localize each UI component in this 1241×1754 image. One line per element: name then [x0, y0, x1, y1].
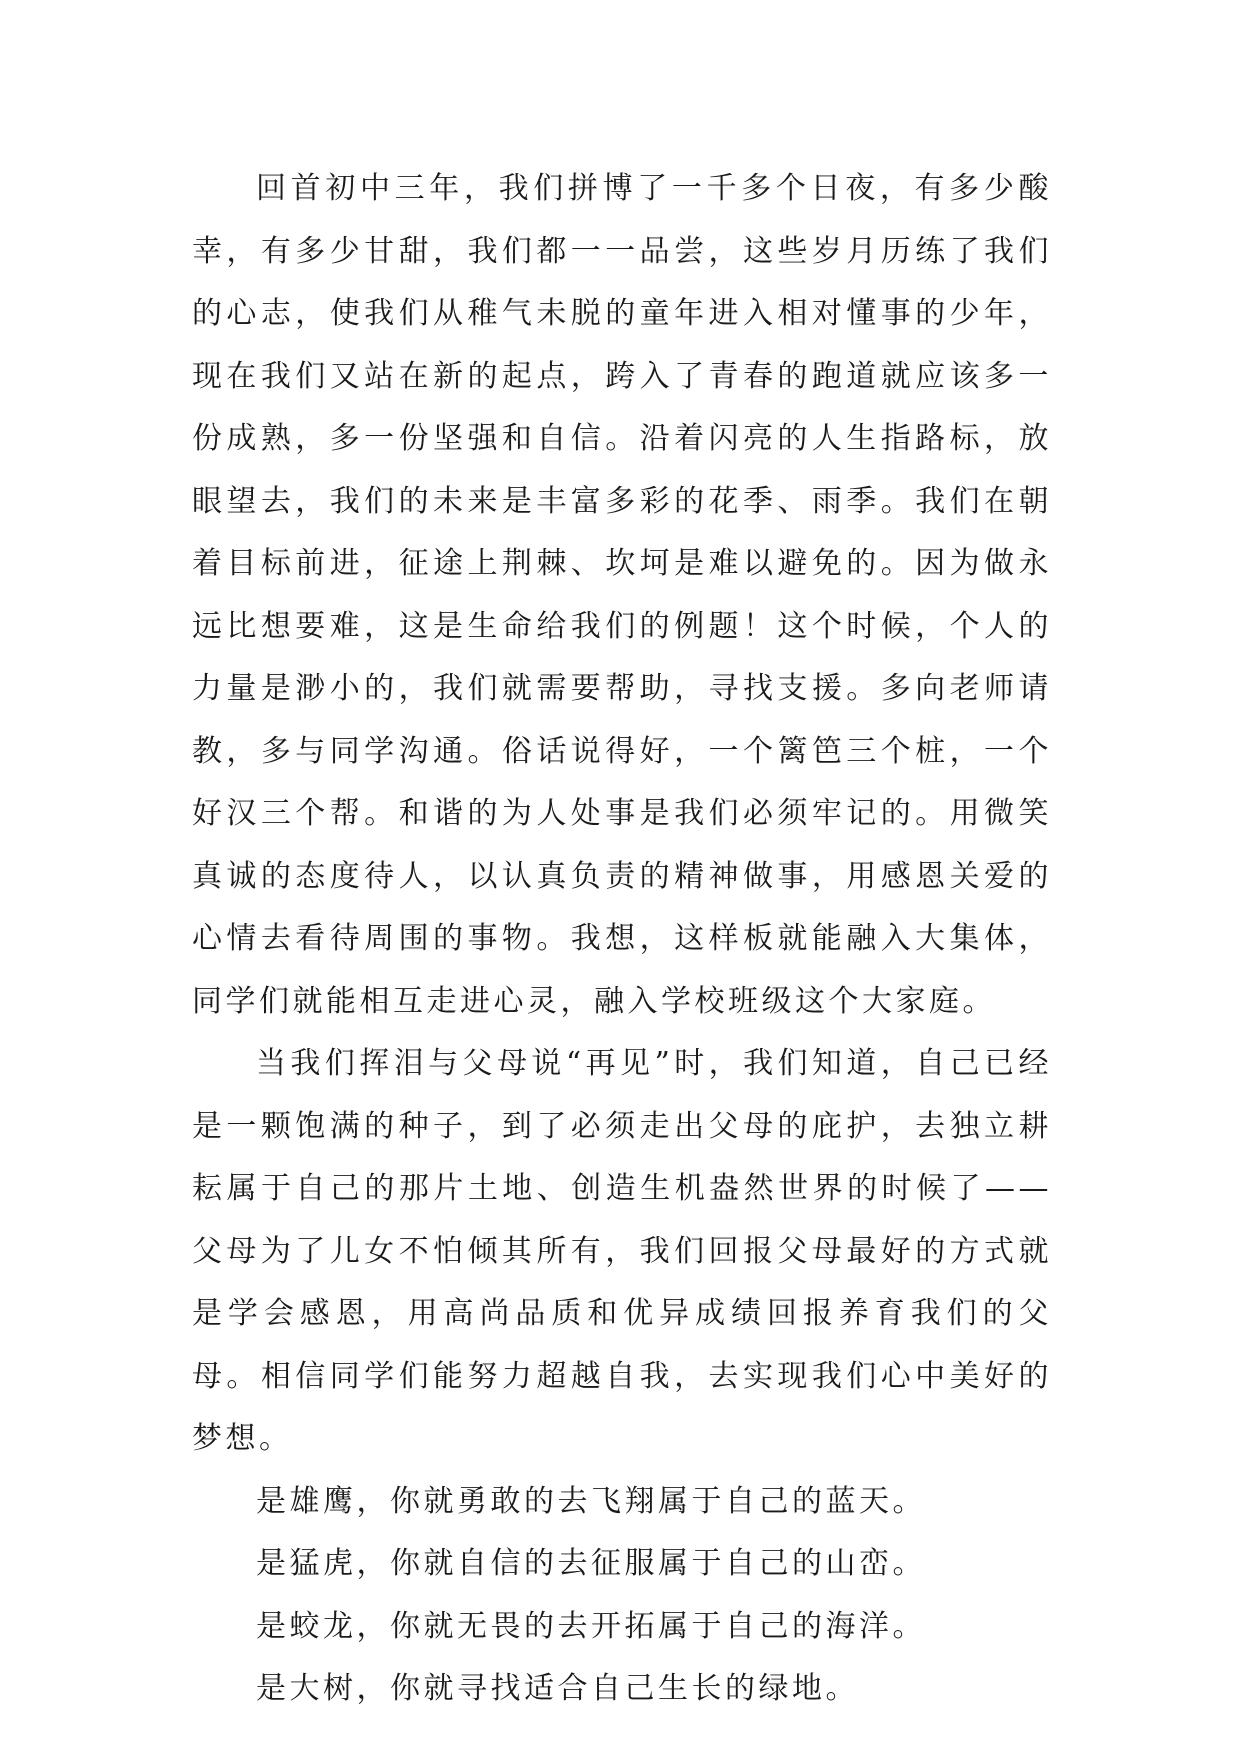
paragraph-1: 回首初中三年，我们拼博了一千多个日夜，有多少酸幸，有多少甘甜，我们都一一品尝，这些岁月历练了我们的心志，使我们从稚气未脱的童年进入相对懂事的少年，现在我们又站在新的起点，跨入了青春的跑道就应该多一份成熟，多一份坚强和自信。沿着闪亮的人生指路标，放眼望去，我们的未来是丰富多彩的花季、雨季。我们在朝着目标前进，征途上荆棘、坎坷是难以避免的。因为做永远比想要难，这是生命给我们的例题！这个时候，个人的力量是渺小的，我们就需要帮助，寻找支援。多向老师请教，多与同学沟通。俗话说得好，一个篱笆三个桩，一个好汉三个帮。和谐的为人处事是我们必须牢记的。用微笑真诚的态度待人，以认真负责的精神做事，用感恩关爱的心情去看待周围的事物。我想，这样板就能融入大集体，同学们就能相互走进心灵，融入学校班级这个大家庭。 — [192, 171, 1052, 1019]
verse-line-4: 是大树，你就寻找适合自己生长的绿地。 — [256, 1671, 859, 1706]
verse-line-2: 是猛虎，你就自信的去征服属于自己的山峦。 — [256, 1546, 926, 1581]
verse-line-1: 是雄鹰，你就勇敢的去飞翔属于自己的蓝天。 — [256, 1483, 926, 1519]
verse-line-3: 是蛟龙，你就无畏的去开拓属于自己的海洋。 — [256, 1608, 926, 1644]
paragraph-2: 当我们挥泪与父母说“再见”时，我们知道，自己已经是一颗饱满的种子，到了必须走出父母的庇护，去独立耕耘属于自己的那片土地、创造生机盎然世界的时候了——父母为了儿女不怕倾其所有，我们回报父母最好的方式就是学会感恩，用高尚品质和优异成绩回报养育我们的父母。相信同学们能努力超越自我，去实现我们心中美好的梦想。 — [192, 1046, 1052, 1456]
document-body — [192, 158, 1052, 1721]
